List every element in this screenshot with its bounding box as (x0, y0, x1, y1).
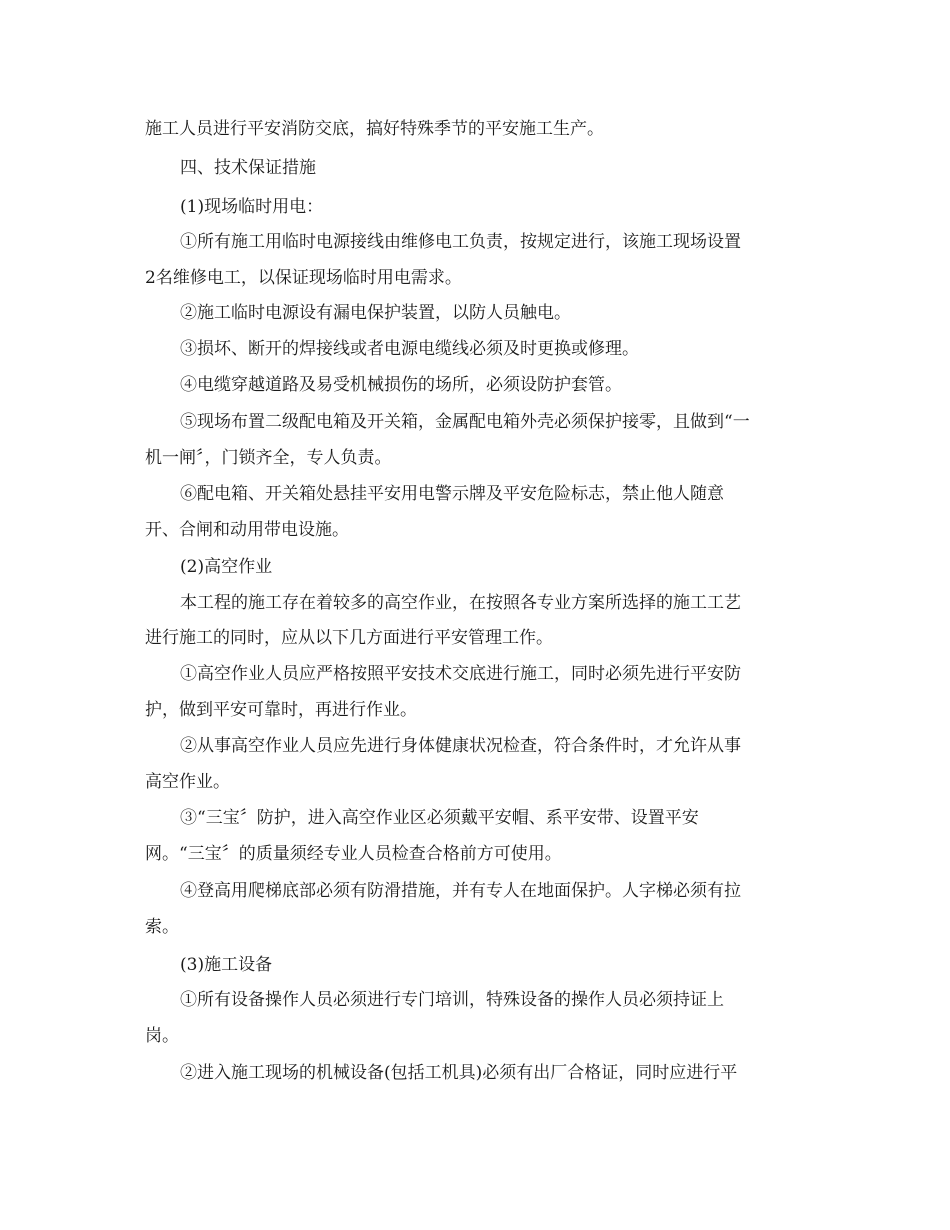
subsection-heading: (2)高空作业 (180, 557, 273, 577)
body-text-line: 本工程的施工存在着较多的高空作业，在按照各专业方案所选择的施工工艺 (180, 593, 741, 613)
body-text-line: ⑤现场布置二级配电箱及开关箱，金属配电箱外壳必须保护接零，且做到“一 (180, 412, 750, 432)
subsection-heading: (1)现场临时用电： (180, 197, 324, 217)
body-text-line: ①高空作业人员应严格按照平安技术交底进行施工，同时必须先进行平安防 (180, 664, 741, 684)
body-text-line: ①所有设备操作人员必须进行专门培训，特殊设备的操作人员必须持证上 (180, 990, 724, 1010)
body-text-line: ④登高用爬梯底部必须有防滑措施，并有专人在地面保护。人字梯必须有拉 (180, 881, 741, 901)
body-text-line: 2名维修电工，以保证现场临时用电需求。 (145, 268, 462, 288)
body-text-line: ②施工临时电源设有漏电保护装置，以防人员触电。 (180, 303, 571, 323)
body-text-line: ②从事高空作业人员应先进行身体健康状况检查，符合条件时，才允许从事 (180, 736, 741, 756)
body-text-line: 进行施工的同时，应从以下几方面进行平安管理工作。 (145, 628, 553, 648)
body-text-line: 网。“三宝〞的质量须经专业人员检查合格前方可使用。 (145, 844, 562, 864)
body-text-line: ②进入施工现场的机械设备(包括工机具)必须有出厂合格证，同时应进行平 (180, 1063, 738, 1083)
body-text-line: 护，做到平安可靠时，再进行作业。 (145, 700, 417, 720)
body-text-line: 施工人员进行平安消防交底，搞好特殊季节的平安施工生产。 (145, 119, 604, 139)
body-text-line: 岗。 (145, 1026, 179, 1046)
body-text-line: ③“三宝〞防护，进入高空作业区必须戴平安帽、系平安带、设置平安 (180, 808, 699, 828)
body-text-line: ④电缆穿越道路及易受机械损伤的场所，必须设防护套管。 (180, 375, 622, 395)
body-text-line: 开、合闸和动用带电设施。 (145, 520, 349, 540)
body-text-line: ①所有施工用临时电源接线由维修电工负责，按规定进行，该施工现场设置 (180, 232, 741, 252)
subsection-heading: (3)施工设备 (180, 955, 273, 975)
body-text-line: 机一闸〞，门锁齐全，专人负责。 (145, 448, 392, 468)
section-heading: 四、技术保证措施 (180, 158, 316, 178)
body-text-line: 索。 (145, 917, 179, 937)
body-text-line: ③损坏、断开的焊接线或者电源电缆线必须及时更换或修理。 (180, 339, 639, 359)
body-text-line: 高空作业。 (145, 772, 230, 792)
body-text-line: ⑥配电箱、开关箱处悬挂平安用电警示牌及平安危险标志，禁止他人随意 (180, 484, 724, 504)
